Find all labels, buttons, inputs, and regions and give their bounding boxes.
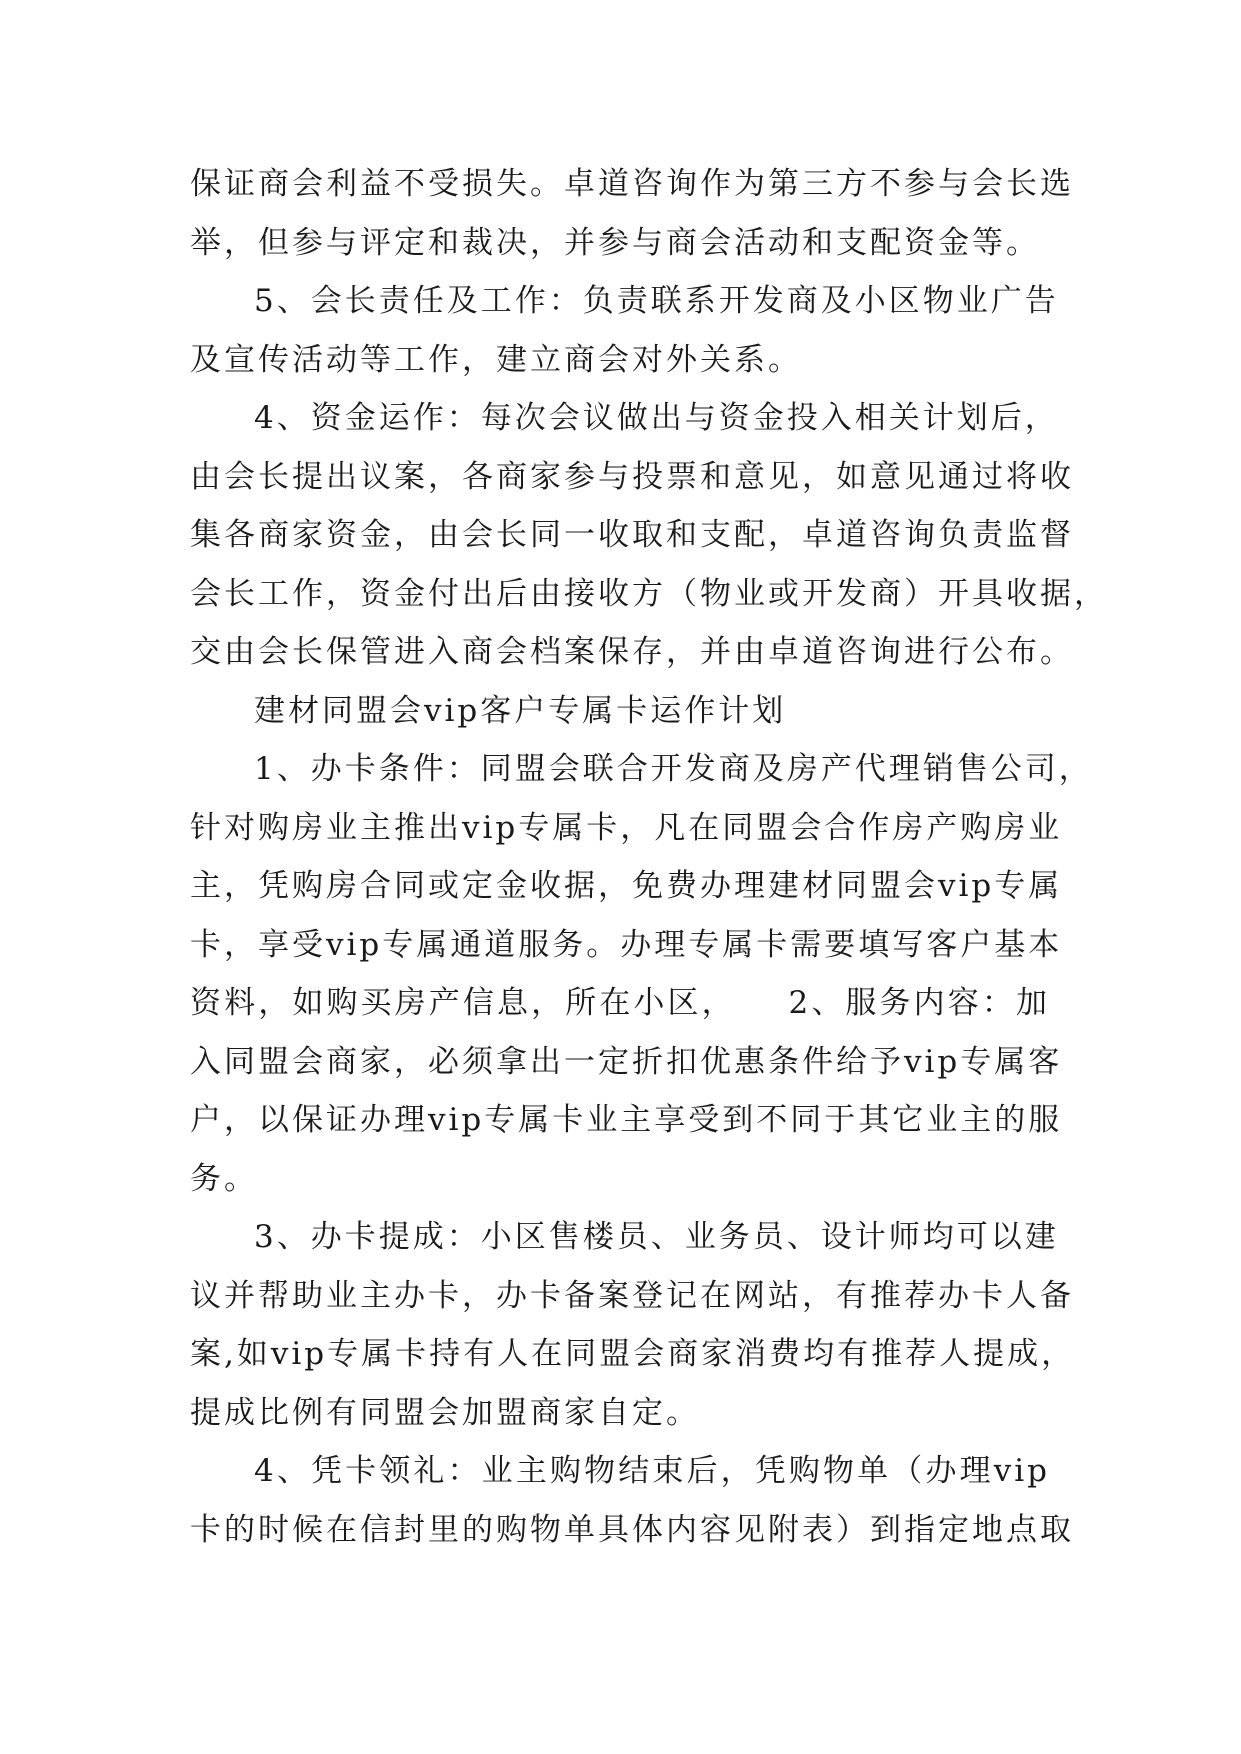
- text-line: 针对购房业主推出vip专属卡，凡在同盟会合作房产购房业: [190, 809, 1063, 846]
- text-line: 卡的时候在信封里的购物单具体内容见附表）到指定地点取: [190, 1511, 1074, 1548]
- text-line: 入同盟会商家，必须拿出一定折扣优惠条件给予vip专属客: [190, 1043, 1063, 1080]
- section-heading: 建材同盟会vip客户专属卡运作计划: [254, 692, 787, 729]
- text-line: 户，以保证办理vip专属卡业主享受到不同于其它业主的服: [190, 1102, 1063, 1138]
- text-line: 资料，如购买房产信息，所在小区， 2、服务内容：加: [190, 985, 1050, 1021]
- document-page: [190, 155, 1108, 1559]
- text-line: 集各商家资金，由会长同一收取和支配，卓道咨询负责监督: [190, 517, 1074, 553]
- paragraph-item-5: 5、会长责任及工作：负责联系开发商及小区物业广告: [254, 283, 1059, 319]
- text-line: 务。: [190, 1160, 258, 1197]
- paragraph-item-1: 1、办卡条件：同盟会联合开发商及房产代理销售公司，: [254, 751, 1093, 787]
- text-line: 保证商会利益不受损失。卓道咨询作为第三方不参与会长选: [190, 166, 1074, 202]
- text-line: 交由会长保管进入商会档案保存，并由卓道咨询进行公布。: [190, 634, 1074, 670]
- paragraph-item-4-funds: 4、资金运作：每次会议做出与资金投入相关计划后，: [254, 400, 1059, 436]
- text-line: 举，但参与评定和裁决，并参与商会活动和支配资金等。: [190, 224, 1040, 261]
- text-line: 案,如vip专属卡持有人在同盟会商家消费均有推荐人提成，: [190, 1336, 1076, 1372]
- text-line: 主，凭购房合同或定金收据，免费办理建材同盟会vip专属: [190, 868, 1063, 904]
- paragraph-item-4-gift: 4、凭卡领礼：业主购物结束后，凭购物单（办理vip: [254, 1453, 1050, 1489]
- text-line: 及宣传活动等工作，建立商会对外关系。: [190, 341, 802, 378]
- text-line: 议并帮助业主办卡，办卡备案登记在网站，有推荐办卡人备: [190, 1277, 1074, 1314]
- text-line: 提成比例有同盟会加盟商家自定。: [190, 1394, 700, 1431]
- text-line: 卡，享受vip专属通道服务。办理专属卡需要填写客户基本: [190, 926, 1063, 963]
- text-line: 会长工作，资金付出后由接收方（物业或开发商）开具收据，: [190, 575, 1108, 612]
- text-line: 由会长提出议案，各商家参与投票和意见，如意见通过将收: [190, 458, 1074, 495]
- paragraph-item-3: 3、办卡提成：小区售楼员、业务员、设计师均可以建: [254, 1219, 1059, 1255]
